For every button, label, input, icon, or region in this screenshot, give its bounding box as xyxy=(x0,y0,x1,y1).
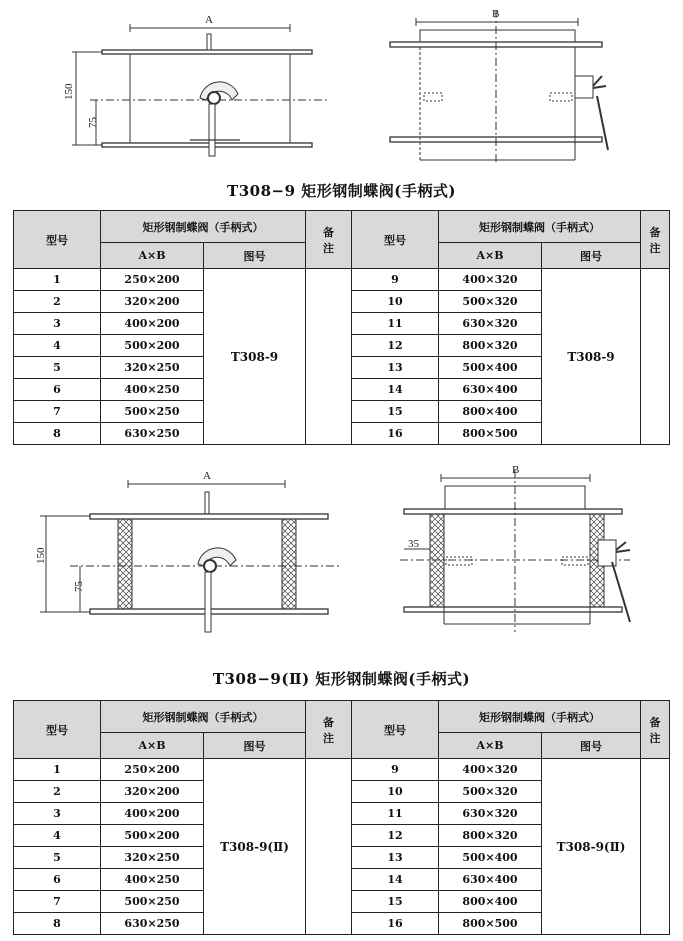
row-size: 500×400 xyxy=(439,357,542,379)
fig2-dim-150: 150 xyxy=(35,547,47,564)
row-no: 12 xyxy=(352,825,439,847)
row-no: 8 xyxy=(14,913,101,935)
row-size: 630×250 xyxy=(101,423,204,445)
fig2-dim-35: 35 xyxy=(408,538,419,550)
t1-model-header: 型号 xyxy=(14,211,101,269)
t1-axb-header-right: A×B xyxy=(439,243,542,269)
row-size: 630×320 xyxy=(439,803,542,825)
figure1-drawing xyxy=(0,0,683,172)
row-no: 2 xyxy=(14,781,101,803)
fig2-dim-75: 75 xyxy=(73,581,85,592)
row-size: 400×250 xyxy=(101,379,204,401)
row-no: 14 xyxy=(352,869,439,891)
row-size: 800×500 xyxy=(439,423,542,445)
fig2-dim-a: A xyxy=(203,470,211,482)
row-size: 500×250 xyxy=(101,401,204,423)
table-row xyxy=(14,759,670,781)
t2-axb-header: A×B xyxy=(101,733,204,759)
t2-remark-header: 备 注 xyxy=(306,701,352,759)
figure2-caption: T308−9(Ⅱ) 矩形钢制蝶阀(手柄式) xyxy=(212,670,471,688)
spec-table-1 xyxy=(13,210,670,445)
t1-group-header: 矩形钢制蝶阀（手柄式） xyxy=(101,211,306,243)
t2-group-header-right: 矩形钢制蝶阀（手柄式） xyxy=(439,701,641,733)
row-size: 400×320 xyxy=(439,269,542,291)
t2-remark-header-right: 备 注 xyxy=(641,701,670,759)
row-size: 630×400 xyxy=(439,379,542,401)
t1-remark-header: 备 注 xyxy=(306,211,352,269)
row-size: 800×320 xyxy=(439,825,542,847)
t1-axb-header: A×B xyxy=(101,243,204,269)
row-no: 4 xyxy=(14,825,101,847)
row-no: 10 xyxy=(352,781,439,803)
fig1-dim-75: 75 xyxy=(87,117,99,128)
row-no: 16 xyxy=(352,423,439,445)
row-no: 4 xyxy=(14,335,101,357)
row-no: 9 xyxy=(352,759,439,781)
row-no: 9 xyxy=(352,269,439,291)
row-size: 500×250 xyxy=(101,891,204,913)
table-row xyxy=(14,269,670,291)
t2-drawing-no-header-right: 图号 xyxy=(542,733,641,759)
row-no: 12 xyxy=(352,335,439,357)
row-size: 400×250 xyxy=(101,869,204,891)
t1-group-header-right: 矩形钢制蝶阀（手柄式） xyxy=(439,211,641,243)
t2-axb-header-right: A×B xyxy=(439,733,542,759)
row-size: 500×320 xyxy=(439,781,542,803)
row-no: 11 xyxy=(352,313,439,335)
row-no: 10 xyxy=(352,291,439,313)
row-no: 14 xyxy=(352,379,439,401)
row-size: 800×500 xyxy=(439,913,542,935)
row-no: 13 xyxy=(352,357,439,379)
row-no: 16 xyxy=(352,913,439,935)
t2-remark-right xyxy=(641,759,670,935)
t1-remark-header-right: 备 注 xyxy=(641,211,670,269)
row-no: 5 xyxy=(14,357,101,379)
t2-drawing-no-right: T308-9(Ⅱ) xyxy=(542,759,641,935)
row-no: 15 xyxy=(352,891,439,913)
row-size: 500×200 xyxy=(101,825,204,847)
row-no: 7 xyxy=(14,401,101,423)
row-size: 320×200 xyxy=(101,291,204,313)
t1-remark-left xyxy=(306,269,352,445)
row-size: 500×400 xyxy=(439,847,542,869)
row-size: 320×250 xyxy=(101,357,204,379)
row-no: 3 xyxy=(14,803,101,825)
row-size: 400×200 xyxy=(101,803,204,825)
row-size: 800×400 xyxy=(439,891,542,913)
t2-model-header-right: 型号 xyxy=(352,701,439,759)
t1-drawing-no-header: 图号 xyxy=(204,243,306,269)
row-size: 320×200 xyxy=(101,781,204,803)
fig1-dim-150: 150 xyxy=(63,83,75,100)
row-size: 320×250 xyxy=(101,847,204,869)
row-size: 500×320 xyxy=(439,291,542,313)
figure2-drawing xyxy=(0,462,683,662)
row-size: 630×400 xyxy=(439,869,542,891)
row-size: 250×200 xyxy=(101,759,204,781)
row-no: 6 xyxy=(14,869,101,891)
t1-drawing-no-left: T308-9 xyxy=(204,269,306,445)
t2-drawing-no-header: 图号 xyxy=(204,733,306,759)
row-no: 5 xyxy=(14,847,101,869)
t1-remark-right xyxy=(641,269,670,445)
row-size: 800×320 xyxy=(439,335,542,357)
row-no: 1 xyxy=(14,759,101,781)
row-size: 630×250 xyxy=(101,913,204,935)
row-no: 3 xyxy=(14,313,101,335)
row-size: 800×400 xyxy=(439,401,542,423)
t1-drawing-no-right: T308-9 xyxy=(542,269,641,445)
row-no: 8 xyxy=(14,423,101,445)
row-no: 2 xyxy=(14,291,101,313)
t2-group-header: 矩形钢制蝶阀（手柄式） xyxy=(101,701,306,733)
fig1-dim-a: A xyxy=(205,14,213,26)
t1-drawing-no-header-right: 图号 xyxy=(542,243,641,269)
row-no: 7 xyxy=(14,891,101,913)
row-size: 500×200 xyxy=(101,335,204,357)
fig2-dim-b: B xyxy=(512,464,520,476)
t1-model-header-right: 型号 xyxy=(352,211,439,269)
t2-drawing-no-left: T308-9(Ⅱ) xyxy=(204,759,306,935)
row-size: 250×200 xyxy=(101,269,204,291)
fig1-dim-b: B xyxy=(492,8,500,20)
row-no: 15 xyxy=(352,401,439,423)
row-size: 630×320 xyxy=(439,313,542,335)
t2-model-header: 型号 xyxy=(14,701,101,759)
t2-remark-left xyxy=(306,759,352,935)
spec-table-2 xyxy=(13,700,670,935)
row-no: 13 xyxy=(352,847,439,869)
row-size: 400×320 xyxy=(439,759,542,781)
row-no: 1 xyxy=(14,269,101,291)
row-no: 11 xyxy=(352,803,439,825)
figure1-caption: T308−9 矩形钢制蝶阀(手柄式) xyxy=(227,182,456,200)
row-size: 400×200 xyxy=(101,313,204,335)
row-no: 6 xyxy=(14,379,101,401)
